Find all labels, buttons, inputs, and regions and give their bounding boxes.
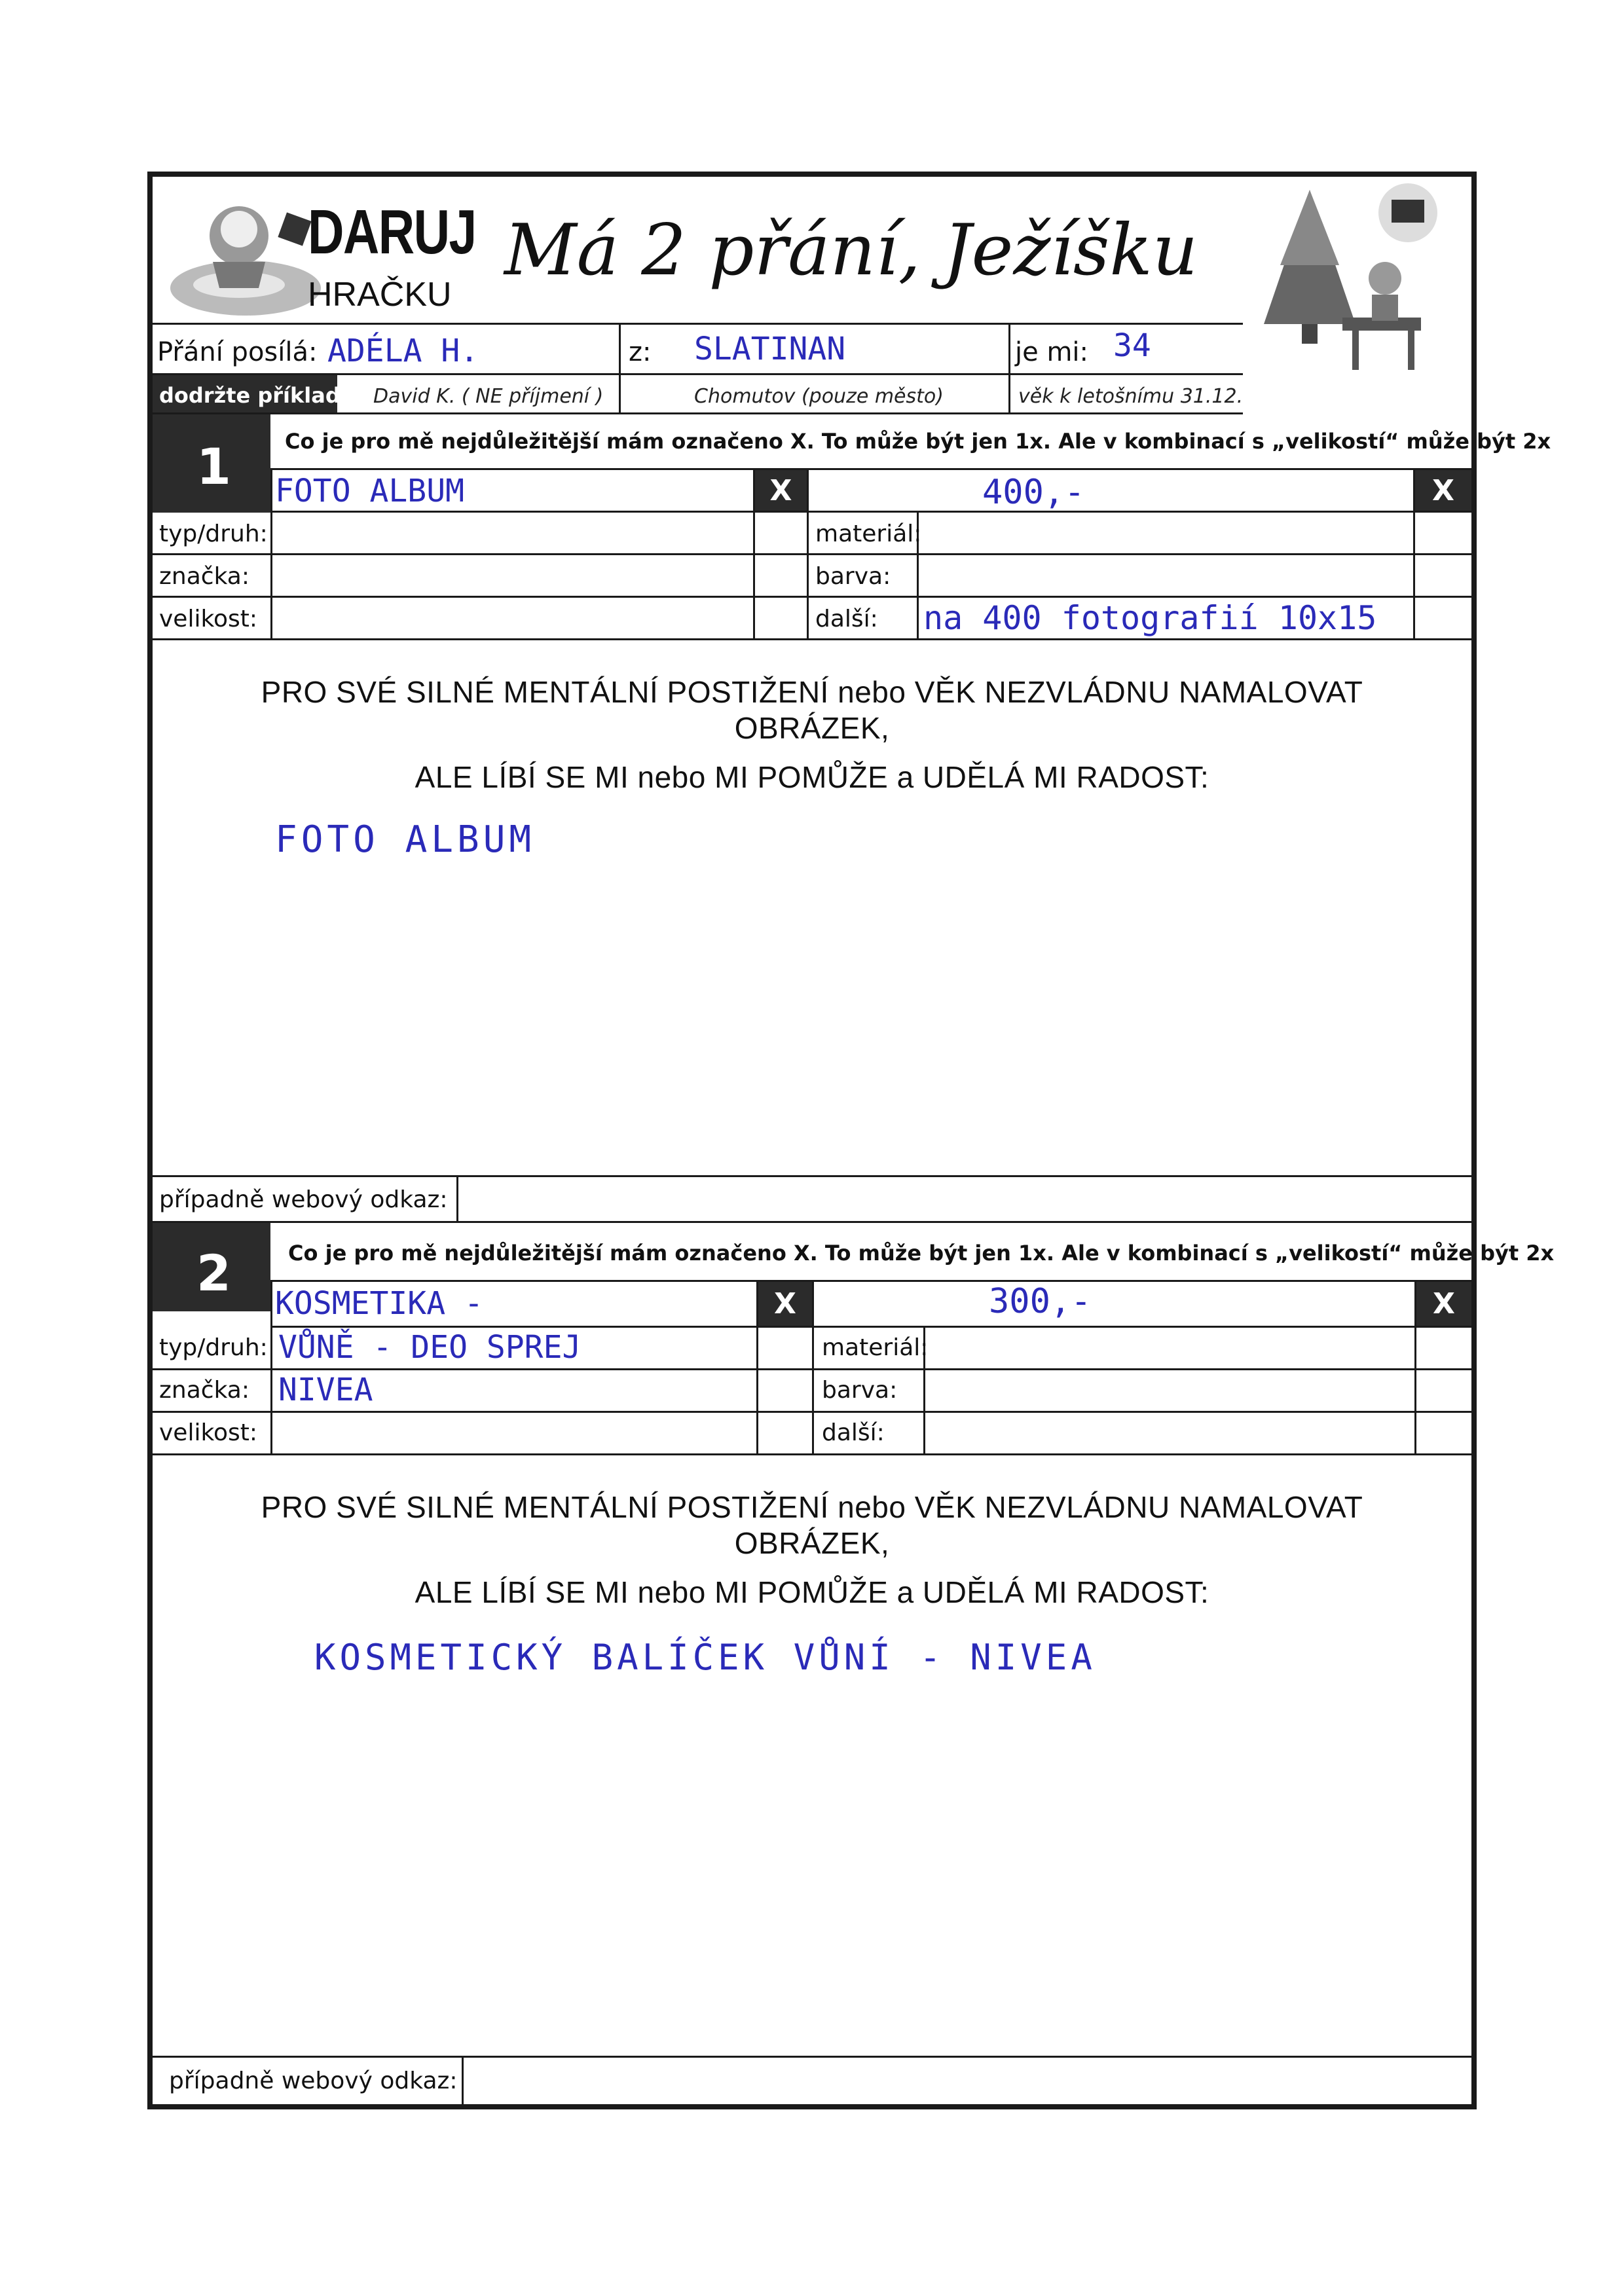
- wish-1-mark-left[interactable]: X: [755, 470, 807, 511]
- city-label: z:: [629, 337, 652, 367]
- wish-2-brand-value[interactable]: NIVEA: [278, 1372, 373, 1408]
- wish-1-statement-line2: OBRÁZEK,: [734, 711, 890, 745]
- wish-2-statement-line3: ALE LÍBÍ SE MI nebo MI POMŮŽE a UDĚLÁ MI RADOST:: [415, 1575, 1209, 1609]
- wish-2-mark-right[interactable]: X: [1416, 1282, 1471, 1326]
- age-value[interactable]: 34: [1113, 327, 1151, 364]
- logo-top: DARUJ: [308, 197, 476, 267]
- wish-2-type-value[interactable]: VŮNĚ - DEO SPREJ: [278, 1329, 581, 1366]
- wish-1-other-value[interactable]: na 400 fotografií 10x15: [923, 599, 1377, 637]
- city-value[interactable]: SLATINAN: [694, 331, 846, 367]
- wish-1-item[interactable]: FOTO ALBUM: [275, 473, 464, 509]
- wish-1-number: 1: [196, 437, 231, 496]
- example-age: věk k letošnímu 31.12.: [1018, 385, 1244, 408]
- wish-2-mark-left[interactable]: X: [758, 1282, 812, 1326]
- santa-sled-illustration: [160, 190, 331, 321]
- page-title: Má 2 přání, Ježíšku: [504, 210, 1198, 291]
- examples-label: dodržte příklady:: [159, 383, 363, 408]
- sender-label: Přání posílá:: [157, 337, 318, 367]
- wish-2-statement-line2: OBRÁZEK,: [734, 1526, 890, 1560]
- wish-1-color-label: barva:: [815, 563, 891, 590]
- logo-bottom: HRAČKU: [308, 276, 452, 314]
- wish-2-type-label: typ/druh:: [159, 1334, 268, 1361]
- wish-2-instruction: Co je pro mě nejdůležitější mám označeno X. To může být jen 1x. Ale v kombinací s „velikostí“ může být 2x: [288, 1241, 1555, 1266]
- wish-1-size-label: velikost:: [159, 606, 258, 632]
- wish-2-brand-label: značka:: [159, 1377, 249, 1404]
- wish-1-statement-line3: ALE LÍBÍ SE MI nebo MI POMŮŽE a UDĚLÁ MI RADOST:: [415, 760, 1209, 794]
- age-label: je mi:: [1015, 337, 1088, 367]
- example-city: Chomutov (pouze město): [694, 385, 944, 408]
- example-name: David K. ( NE příjmení ): [373, 385, 604, 408]
- wish-1-description[interactable]: FOTO ALBUM: [275, 818, 536, 861]
- wish-1-statement-line1: PRO SVÉ SILNÉ MENTÁLNÍ POSTIŽENÍ nebo VĚK NEZVLÁDNU NAMALOVAT: [261, 675, 1363, 709]
- wish-1-material-label: materiál:: [815, 520, 922, 547]
- wish-1-price[interactable]: 400,-: [982, 473, 1085, 512]
- wish-2-web-label: případně webový odkaz:: [169, 2068, 458, 2094]
- wish-2-material-label: materiál:: [822, 1334, 929, 1361]
- wish-1-mark-right[interactable]: X: [1415, 470, 1471, 511]
- wish-1-instruction: Co je pro mě nejdůležitější mám označeno X. To může být jen 1x. Ale v kombinací s „velikostí“ může být 2x: [285, 429, 1551, 454]
- wish-2-color-label: barva:: [822, 1377, 898, 1404]
- wish-2-number: 2: [196, 1244, 231, 1302]
- wish-1-web-label: případně webový odkaz:: [159, 1186, 448, 1213]
- sender-value[interactable]: ADÉLA H.: [327, 333, 479, 369]
- christmas-tree-illustration: [1244, 180, 1460, 376]
- wish-2-price[interactable]: 300,-: [989, 1282, 1092, 1321]
- wish-2-statement-line1: PRO SVÉ SILNÉ MENTÁLNÍ POSTIŽENÍ nebo VĚK NEZVLÁDNU NAMALOVAT: [261, 1490, 1363, 1524]
- wish-2-description[interactable]: KOSMETICKÝ BALÍČEK VŮNÍ - NIVEA: [314, 1637, 1096, 1678]
- wish-1-type-label: typ/druh:: [159, 520, 268, 547]
- wish-1-brand-label: značka:: [159, 563, 249, 590]
- form-frame: [147, 172, 1477, 2109]
- wish-2-size-label: velikost:: [159, 1419, 258, 1446]
- wish-2-item[interactable]: KOSMETIKA -: [275, 1285, 483, 1322]
- wish-1-other-label: další:: [815, 606, 878, 632]
- wish-2-other-label: další:: [822, 1419, 885, 1446]
